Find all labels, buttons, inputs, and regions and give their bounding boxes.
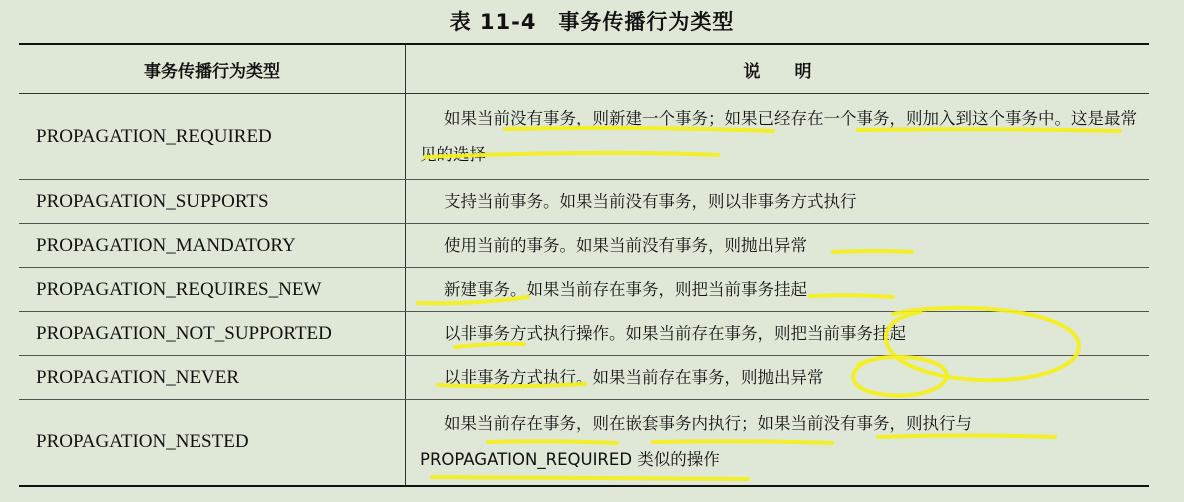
propagation-table xyxy=(19,43,1149,487)
row-type: PROPAGATION_REQUIRES_NEW xyxy=(19,268,406,312)
table-row xyxy=(19,94,1149,180)
header-type: 事务传播行为类型 xyxy=(19,44,406,94)
table-header-row xyxy=(19,44,1149,94)
row-description: 使用当前的事务。如果当前没有事务，则抛出异常 xyxy=(406,224,1150,268)
row-type: PROPAGATION_REQUIRED xyxy=(19,94,406,180)
row-type: PROPAGATION_NEVER xyxy=(19,356,406,400)
row-type: PROPAGATION_NESTED xyxy=(19,400,406,486)
row-description: 以非事务方式执行操作。如果当前存在事务，则把当前事务挂起 xyxy=(406,312,1150,356)
table-row xyxy=(19,180,1149,224)
row-description: 以非事务方式执行。如果当前存在事务，则抛出异常 xyxy=(406,356,1150,400)
row-description: 支持当前事务。如果当前没有事务，则以非事务方式执行 xyxy=(406,180,1150,224)
table-row xyxy=(19,356,1149,400)
table-title: 表 11-4 事务传播行为类型 xyxy=(449,10,735,34)
table-row xyxy=(19,224,1149,268)
table-row xyxy=(19,312,1149,356)
table-row xyxy=(19,268,1149,312)
row-type: PROPAGATION_NOT_SUPPORTED xyxy=(19,312,406,356)
header-description: 说 明 xyxy=(406,44,1150,94)
row-type: PROPAGATION_SUPPORTS xyxy=(19,180,406,224)
table-row xyxy=(19,400,1149,486)
row-description: 如果当前存在事务，则在嵌套事务内执行；如果当前没有事务，则执行与PROPAGATION_REQUIRED 类似的操作 xyxy=(406,400,1150,486)
row-type: PROPAGATION_MANDATORY xyxy=(19,224,406,268)
row-description: 新建事务。如果当前存在事务，则把当前事务挂起 xyxy=(406,268,1150,312)
row-description: 如果当前没有事务，则新建一个事务；如果已经存在一个事务，则加入到这个事务中。这是最常见的选择 xyxy=(406,94,1150,180)
